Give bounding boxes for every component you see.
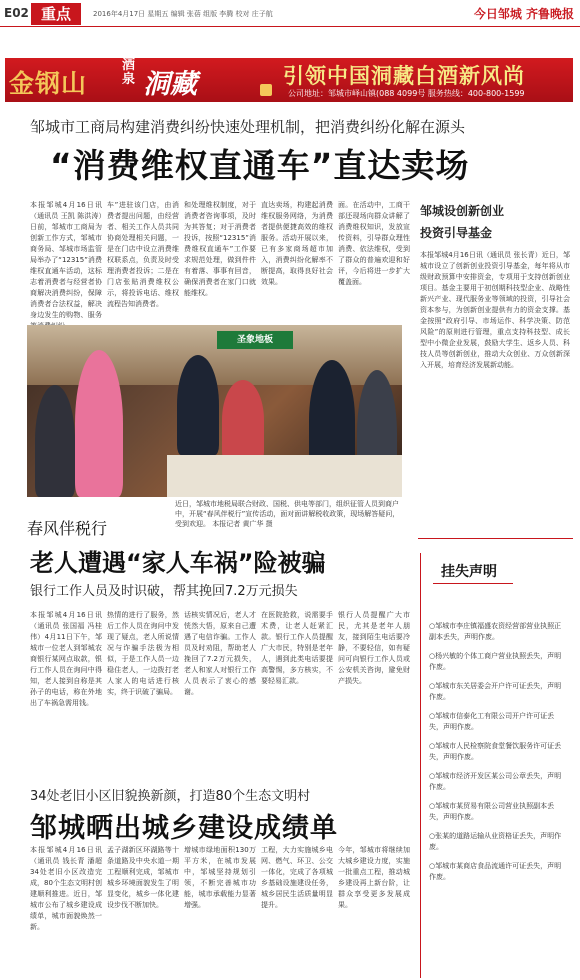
news-photo [27,325,402,497]
ad-brand-small: 酒泉 [122,58,136,87]
lost-notice-panel [420,553,570,978]
article2-column: 银行人员提醒广大市民，尤其是老年人朋友，接到陌生电话要冷静，不要轻信，如有疑问可向银行工作人员或公安机关咨询，避免财产损失。 [338,611,410,685]
sidebar-headline-2: 投资引导基金 [420,226,493,240]
article3-column: 增城市绿地面积130万平方米，在城市发展中，邹城坚持规划引领，不断完善城市功能，城市承载能力显著增强。 [184,846,256,909]
article3-column: 今年，邹城市将继续加大城乡建设力度，实施一批重点工程，推动城乡建设再上新台阶，让群众享受更多发展成果。 [338,846,410,909]
masthead: 今日邹城 齐鲁晚报 [473,7,574,21]
article1-kicker: 邹城市工商局构建消费纠纷快速处理机制，把消费纠纷化解在源头 [30,118,466,136]
ad-brand-script: 洞藏 [143,69,197,100]
article1-body [30,200,410,324]
section-divider [418,538,573,539]
header-meta: 2016年4月17日 星期五 编辑 张蓓 组版 李腾 校对 庄子航 [93,10,273,18]
section-label: 重点 [31,3,81,25]
article2-body [30,610,410,756]
photo-counter [167,455,402,497]
ad-slogan: 引领中国洞藏白酒新风尚 [283,64,525,88]
article1-column: 直达卖场，构建起消费维权服务网络，为消费者提供便捷高效的维权服务。活动开展以来，已有多家商场超市加入，消费纠纷化解率不断提高，取得良好社会效果。 [261,201,333,286]
photo-caption: 春风伴税行 [27,519,108,538]
person-figure [35,385,75,497]
article1-column: 和处理维权制度，对于消费者咨询事项，及时为其答复；对于消费者投诉，按照“12315”消费维权直通车”工作要求规范处理，做到件件有着落、事事有回音，确保消费者在家门口就能维权。 [184,201,256,297]
article3-column: 工程，大力实施城乡电网、燃气、环卫、公交一体化，完成了各项城乡基础设施建设任务，城乡居民生活质量明显提升。 [261,846,333,909]
sidebar-headline-1: 邹城设创新创业 [420,204,505,218]
article2-column: 在医院抢救，说需要手术费，让老人赶紧汇款。银行工作人员提醒广大市民，特别是老年人，遇到此类电话要提高警惕，多方核实，不要轻易汇款。 [261,611,333,685]
list-item: ○邹城市某贸易有限公司营业执照副本丢失，声明作废。 [429,802,555,821]
article2-column: 热情的进行了服务，然后工作人员在询问中发现了疑点，老人所说情况与诈骗手法极为相似，于是工作人员一边稳住老人，一边拨打老人家人的电话进行核实，终于识破了骗局。 [107,611,179,696]
ad-brand-main: 金钢山 [9,69,88,98]
article1-column: 车”进驻该门店，由消费者提出问题，由经营者、相关工作人员共同协商处理相关问题，一是在门店中设立消费维权联系点，负责及时受理消费者投诉；二是在门店张贴消费维权公示，将投诉电话、维权流程告知消费者。 [107,201,179,308]
article2-subhead: 银行工作人员及时识破，帮其挽回7.2万元损失 [30,584,298,599]
list-item: ○邹城市李庄镇福盛农资经营部营业执照正副本丢失，声明作废。 [429,622,562,641]
list-item: ○邹城市人民检察院食堂餐饮服务许可证丢失，声明作废。 [429,742,562,761]
page-header [0,0,580,27]
sidebar-article [420,200,570,540]
person-figure [75,350,123,497]
article2-column: 本报邹城4月16日讯（通讯员 张国福 冯桂伟）4月11日下午，邹城市一位老人到邹城农商银行某网点取款，银行工作人员在询问中得知，老人接到自称是其孙子的电话，称在外地出了车祸急需用钱。 [30,611,102,707]
list-item: ○邹城市东关居委会开户许可证丢失，声明作废。 [429,682,562,701]
person-figure [177,355,219,455]
ad-contact-info: 公司地址：邹城市峄山镇(088 4099号 服务热线：400-800-1599 [288,89,525,98]
list-item: ○杨兴敏的个体工商户营业执照丢失，声明作废。 [429,652,562,671]
seal-icon [260,84,272,96]
list-item: ○邹城市某商店食品流通许可证丢失，声明作废。 [429,862,562,881]
list-item: ○邹城市信泰化工有限公司开户许可证丢失，声明作废。 [429,712,555,731]
photo-store-sign: 圣象地板 [217,331,293,349]
list-item: ○张某的道路运输从业资格证丢失，声明作废。 [429,832,562,851]
article3-column: 本报邹城4月16日讯（通讯员 钱长青 潘超 34处老旧小区改造完成，80个生态文明村创建顺利推进。近日，邹城市公布了城乡建设成绩单，城市面貌焕然一新。 [30,846,102,931]
liquor-advertisement [5,58,573,102]
article2-column: 话核实情况后，老人才恍然大悟，原来自己遭遇了电信诈骗。工作人员及时劝阻，帮助老人挽回了7.2万元损失，老人和家人对银行工作人员表示了衷心的感谢。 [184,611,256,696]
article1-column: 本报邹城4月16日讯（通讯员 王凯 陈洪涛）日前，邹城市工商局为创新工作方式，邹城市商务局、邹城市场监管局举办了“12315”消费维权直通车活动，这标志着消费者与经营者协商解决消费纠纷，保障消费者合法权益，解决身边发生的购物、服务 [30,201,102,319]
article2-headline: 老人遭遇“家人车祸”险被骗 [30,549,326,577]
article3-kicker: 34处老旧小区旧貌换新颜，打造80个生态文明村 [30,789,311,804]
sidebar-body: 本报邹城4月16日讯（通讯员 张长青）近日，邹城市设立了创新创业投资引导基金，每年将从市级财政预算中安排资金，专项用于支持创新创业项目。基金主要用于初创期科技型企业、战略性新兴产业、现代服务业等领域的投资，引导社会资本参与，为创新创业提供有力的资金支撑。基金按照“政府引导、市场运作、科学决策、防范风险”的原则进行管理，重点支持科技型、成长型中小微企业发展，鼓励大学生、返乡人员、科技人员等创新创业，推动大众创业、万众创新深入开展，培育经济发展新动能。 [420,251,570,369]
lost-notice-title: 挂失声明 [441,564,497,580]
lost-notice-list [429,621,567,891]
article3-body [30,845,410,975]
article3-headline: 邹城晒出城乡建设成绩单 [30,813,338,844]
person-figure [222,380,264,460]
article1-headline: “消费维权直通车”直达卖场 [50,146,470,185]
lost-notice-rule [433,583,513,584]
edition-number: E02 [4,6,29,20]
list-item: ○邹城市经济开发区某公司公章丢失，声明作废。 [429,772,562,791]
article1-column: 面。在活动中，工商干部还现场向群众讲解了消费维权知识，发放宣传资料，引导群众理性消费、依法维权，受到了群众的普遍欢迎和好评，今后将进一步扩大覆盖面。 [338,201,410,286]
article3-column: 孟子湖新区环湖路等十条道路及中央水道一期工程顺利完成，邹城市城乡环境面貌发生了明显变化，城乡一体化建设步伐不断加快。 [107,846,179,909]
photo-credit: 近日，邹城市地税局联合财政、国税、供电等部门，组织征管人员到商户中，开展“春风伴税行”宣传活动，面对面讲解税收政策，现场解答疑问，受到欢迎。 本报记者 黄广华 摄 [175,500,400,528]
